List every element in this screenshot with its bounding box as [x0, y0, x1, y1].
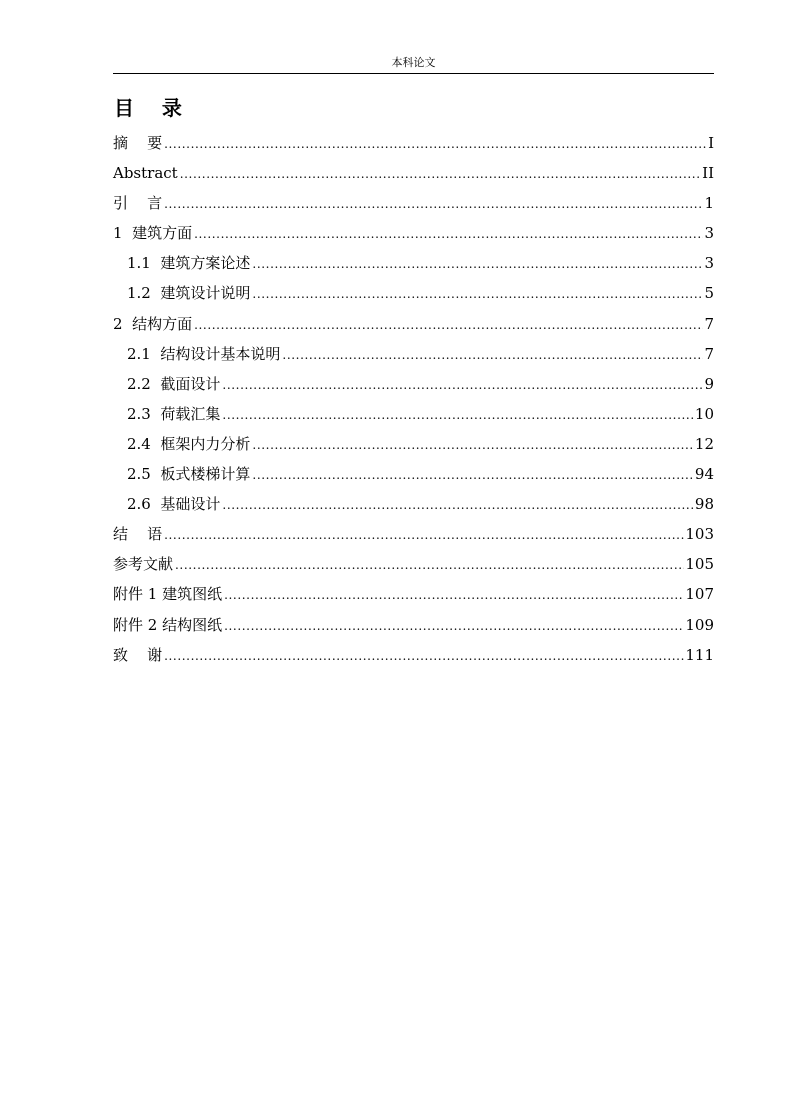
toc-entry-page-number: 1 — [704, 194, 714, 213]
dot-leader — [180, 159, 701, 189]
toc-entry[interactable] — [113, 640, 714, 670]
toc-entry-label: 附件 2 结构图纸 — [113, 615, 223, 634]
toc-entry-label: 引 言 — [113, 194, 163, 213]
toc-entry-page-number: 107 — [685, 585, 714, 604]
toc-entry-page-number: 7 — [704, 314, 714, 333]
running-header: 本科论文 — [391, 56, 436, 69]
toc-entry-page-number: 109 — [685, 615, 714, 634]
toc-entry-page-number: 7 — [704, 344, 714, 363]
dot-leader — [194, 310, 703, 340]
toc-entry-label: 结 语 — [113, 525, 163, 544]
toc-entry-page-number: 103 — [685, 525, 714, 544]
dot-leader — [222, 490, 694, 520]
toc-entry-page-number: 12 — [694, 434, 714, 453]
toc-entry[interactable] — [113, 399, 714, 429]
toc-entry[interactable] — [113, 128, 714, 158]
toc-entry-page-number: II — [702, 164, 714, 183]
dot-leader — [252, 430, 694, 460]
toc-entry-page-number: 94 — [694, 465, 714, 484]
toc-entry[interactable] — [113, 309, 714, 339]
toc-entry-page-number: 98 — [694, 495, 714, 514]
toc-entry-label: 2 结构方面 — [113, 314, 193, 333]
toc-entry-page-number: 105 — [685, 555, 714, 574]
toc-entry-label: 2.4 框架内力分析 — [127, 434, 251, 453]
dot-leader — [222, 370, 703, 400]
toc-entry-label: 2.3 荷载汇集 — [127, 404, 221, 423]
toc-entry-page-number: 3 — [704, 254, 714, 273]
toc-entry-label: 2.2 截面设计 — [127, 374, 221, 393]
toc-list — [113, 128, 714, 670]
toc-entry-page-number: 5 — [704, 284, 714, 303]
dot-leader — [164, 641, 684, 671]
dot-leader — [194, 219, 703, 249]
toc-entry[interactable] — [113, 489, 714, 519]
dot-leader — [252, 460, 694, 490]
toc-entry[interactable] — [113, 369, 714, 399]
dot-leader — [164, 189, 703, 219]
toc-entry-label: 附件 1 建筑图纸 — [113, 585, 223, 604]
toc-entry[interactable] — [113, 429, 714, 459]
toc-entry[interactable] — [113, 339, 714, 369]
dot-leader — [222, 400, 694, 430]
toc-entry-label: 2.6 基础设计 — [127, 495, 221, 514]
toc-entry-label: 2.5 板式楼梯计算 — [127, 465, 251, 484]
toc-entry[interactable] — [113, 278, 714, 308]
toc-entry[interactable] — [113, 218, 714, 248]
dot-leader — [175, 550, 684, 580]
toc-entry-label: 参考文献 — [113, 555, 174, 574]
toc-entry-label: 致 谢 — [113, 645, 163, 664]
dot-leader — [224, 580, 684, 610]
dot-leader — [282, 340, 703, 370]
header-rule — [113, 73, 714, 74]
toc-entry[interactable] — [113, 579, 714, 609]
dot-leader — [164, 129, 707, 159]
toc-entry[interactable] — [113, 459, 714, 489]
toc-entry-label: 1 建筑方面 — [113, 224, 193, 243]
dot-leader — [164, 520, 684, 550]
toc-entry-label: 摘 要 — [113, 134, 163, 152]
toc-entry-page-number: I — [708, 134, 714, 152]
toc-entry-label: 2.1 结构设计基本说明 — [127, 344, 281, 363]
toc-entry[interactable] — [113, 158, 714, 188]
toc-entry-page-number: 10 — [694, 404, 714, 423]
toc-entry-label: 1.2 建筑设计说明 — [127, 284, 251, 303]
dot-leader — [252, 279, 703, 309]
dot-leader — [252, 249, 703, 279]
toc-entry[interactable] — [113, 188, 714, 218]
toc-entry[interactable] — [113, 610, 714, 640]
toc-entry[interactable] — [113, 519, 714, 549]
dot-leader — [224, 611, 684, 641]
toc-entry[interactable] — [113, 549, 714, 579]
toc-entry-page-number: 9 — [704, 374, 714, 393]
toc-entry[interactable] — [113, 248, 714, 278]
toc-entry-label: Abstract — [113, 164, 178, 183]
toc-entry-label: 1.1 建筑方案论述 — [127, 254, 251, 273]
toc-title: 目 录 — [114, 96, 182, 120]
toc-entry-page-number: 3 — [704, 224, 714, 243]
toc-entry-page-number: 111 — [685, 645, 714, 664]
